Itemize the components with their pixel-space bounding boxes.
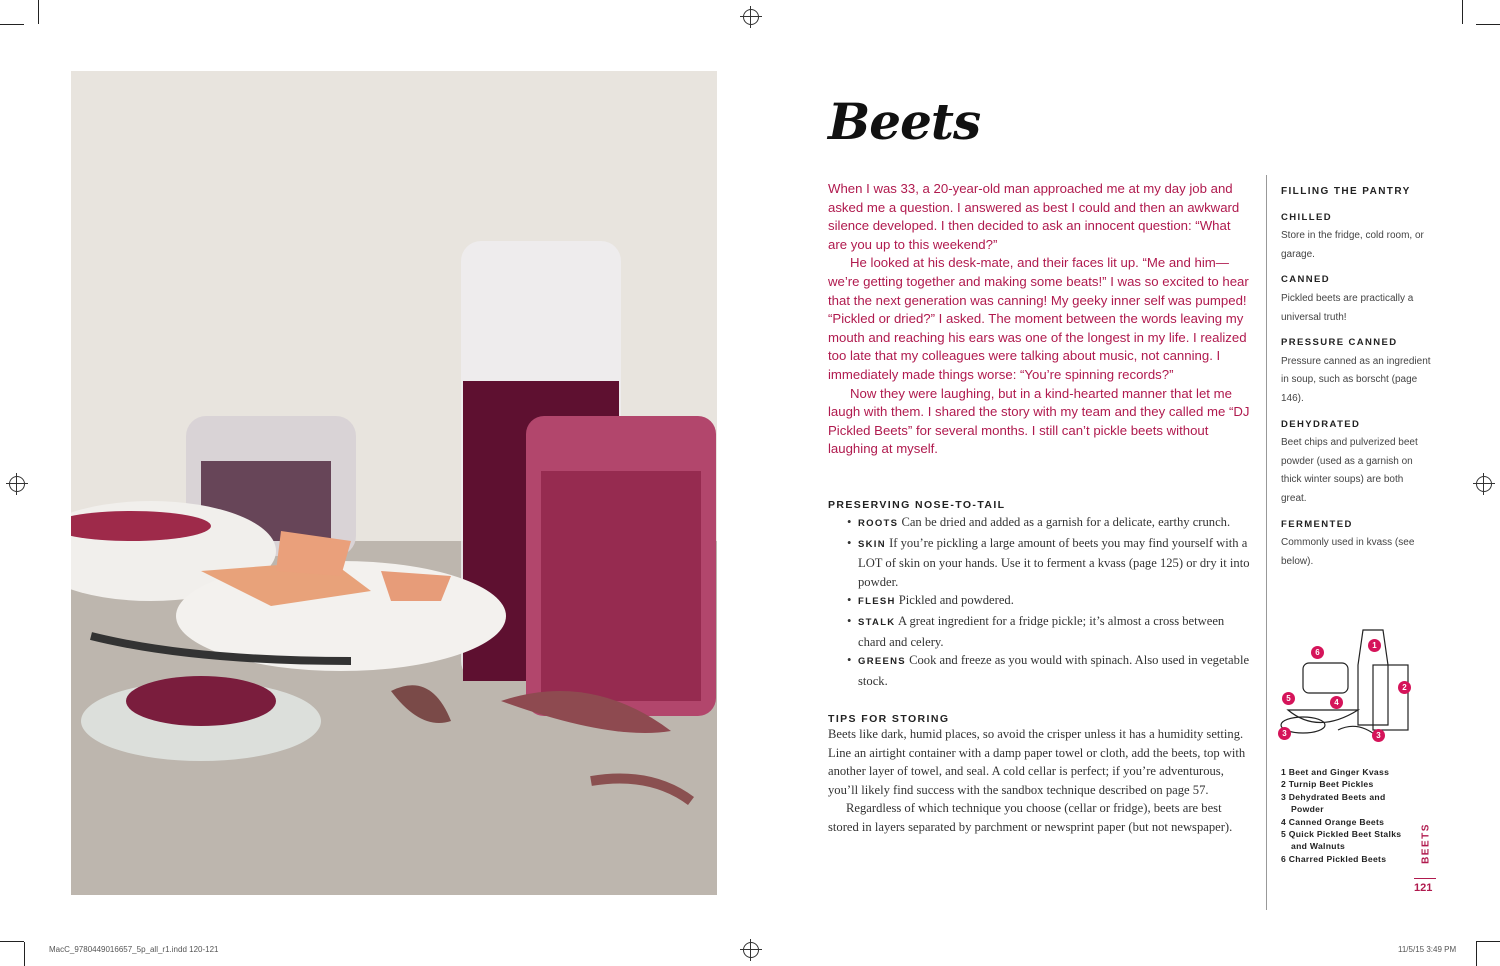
definition: Pickled and powdered. xyxy=(898,593,1014,608)
sidebar-text: Commonly used in kvass (see below). xyxy=(1281,537,1415,567)
definition: Can be dried and added as a garnish for a delicate, earthy crunch. xyxy=(901,515,1231,529)
sidebar-term: CHILLED xyxy=(1281,211,1332,223)
definition: If you’re pickling a large amount of beets you may find yourself with a LOT of skin on your hands. Use it to ferment a kvass (page 125) or dry it into powder. xyxy=(858,535,1250,589)
legend-item: 1 Beet and Ginger Kvass xyxy=(1281,767,1390,777)
crop-mark xyxy=(24,942,25,966)
sidebar-heading: FILLING THE PANTRY xyxy=(1281,186,1411,197)
crop-mark xyxy=(1462,0,1463,24)
term: ROOTS xyxy=(858,518,899,529)
slug-timestamp: 11/5/15 3:49 PM xyxy=(1398,945,1457,954)
list-item xyxy=(858,612,1253,651)
storing-tips-section xyxy=(828,713,1253,837)
crop-mark xyxy=(1476,941,1500,942)
sidebar-text: Pressure canned as an ingredient in soup, such as borscht (page 146). xyxy=(1281,355,1431,404)
sidebar-text: Pickled beets are practically a universal truth! xyxy=(1281,292,1414,323)
callout-badge: 2 xyxy=(1398,681,1411,694)
section-heading: TIPS FOR STORING xyxy=(828,713,950,725)
page-title: Beets xyxy=(828,92,981,151)
list-item xyxy=(858,534,1253,592)
legend-item: 5 Quick Pickled Beet Stalks and Walnuts xyxy=(1281,829,1402,852)
nose-to-tail-section xyxy=(828,499,1253,690)
definition: Cook and freeze as you would with spinach. Also used in vegetable stock. xyxy=(858,653,1250,688)
crop-mark xyxy=(1476,24,1500,25)
photo-illustration xyxy=(71,71,717,895)
intro-text xyxy=(828,180,1253,459)
legend-item: 2 Turnip Beet Pickles xyxy=(1281,779,1374,790)
crop-mark xyxy=(1476,942,1477,966)
sidebar-term: FERMENTED xyxy=(1281,518,1353,530)
term: SKIN xyxy=(858,538,886,550)
callout-badge: 3 xyxy=(1372,729,1385,742)
callout-badge: 6 xyxy=(1311,646,1324,659)
pantry-sidebar xyxy=(1281,183,1431,571)
sidebar-divider xyxy=(1266,175,1267,910)
term: FLESH xyxy=(858,596,896,608)
illustration-legend xyxy=(1281,766,1416,865)
intro-paragraph: When I was 33, a 20-year-old man approached me at my day job and asked me a question. I answered as best I could and then an awkward silence developed. I then decided to ask an innocent question: “What are you up to this weekend?” xyxy=(828,181,1240,252)
folio-rule xyxy=(1414,878,1436,879)
sidebar-text: Store in the fridge, cold room, or garage. xyxy=(1281,230,1424,260)
crop-mark xyxy=(38,0,39,24)
sidebar-term: DEHYDRATED xyxy=(1281,418,1361,430)
jars-line-drawing xyxy=(1278,625,1413,745)
list-item xyxy=(858,651,1253,690)
term: STALK xyxy=(858,616,896,628)
callout-badge: 5 xyxy=(1282,692,1295,705)
sidebar-text: Beet chips and pulverized beet powder (used as a garnish on thick winter soups) are both great. xyxy=(1281,437,1418,504)
registration-mark xyxy=(743,9,759,25)
term: GREENS xyxy=(858,656,906,668)
crop-mark xyxy=(0,941,24,942)
registration-mark xyxy=(1476,476,1492,492)
running-head: BEETS xyxy=(1420,823,1432,864)
definition: A great ingredient for a fridge pickle; it’s almost a cross between chard and celery. xyxy=(858,613,1225,649)
callout-badge: 4 xyxy=(1330,696,1343,709)
tips-paragraph: Regardless of which technique you choose (cellar or fridge), beets are best stored in layers separated by parchment or newsprint paper (but not newspaper). xyxy=(828,801,1233,834)
list-item xyxy=(858,513,1253,534)
tips-paragraph: Beets like dark, humid places, so avoid the crisper unless it has a humidity setting. Line an airtight container with a damp paper towel or cloth, add the beets, top with another layer of towel, and seal. A cold cellar is perfect; if you’re adventurous, you’ll likely find success with the sandbox technique described on page 57. xyxy=(828,727,1246,797)
intro-paragraph: Now they were laughing, but in a kind-hearted manner that let me laugh with them. I shared the story with my team and they called me “DJ Pickled Beets” for several months. I still can’t pickle beets without laughing at myself. xyxy=(828,385,1250,457)
line-drawing-icon xyxy=(1278,625,1413,745)
registration-mark xyxy=(9,476,25,492)
section-heading: PRESERVING NOSE-TO-TAIL xyxy=(828,499,1006,511)
registration-mark xyxy=(743,942,759,958)
sidebar-term: CANNED xyxy=(1281,274,1331,286)
legend-item: 3 Dehydrated Beets and Powder xyxy=(1281,791,1386,815)
page-number: 121 xyxy=(1414,882,1433,894)
intro-paragraph: He looked at his desk-mate, and their faces lit up. “Me and him—we’re getting together and making some beats!” I was so excited to hear that the next generation was canning! My geeky inner self was pumped! “Pickled or dried?” I asked. The moment between the words leaving my mouth and reaching his ears was one of the longest in my life. I realized too late that my colleagues were talking about music, not canning. I immediately made things worse: “You’re spinning records?” xyxy=(828,255,1249,382)
beets-photo xyxy=(71,71,717,895)
slug-filename: MacC_9780449016657_5p_all_r1.indd 120-121 xyxy=(49,945,219,954)
sidebar-term: PRESSURE CANNED xyxy=(1281,337,1398,349)
list-item xyxy=(858,591,1253,612)
legend-item: 4 Canned Orange Beets xyxy=(1281,816,1385,827)
legend-item: 6 Charred Pickled Beets xyxy=(1281,853,1387,864)
callout-badge: 1 xyxy=(1368,639,1381,652)
callout-badge: 3 xyxy=(1278,727,1291,740)
crop-mark xyxy=(0,24,24,25)
